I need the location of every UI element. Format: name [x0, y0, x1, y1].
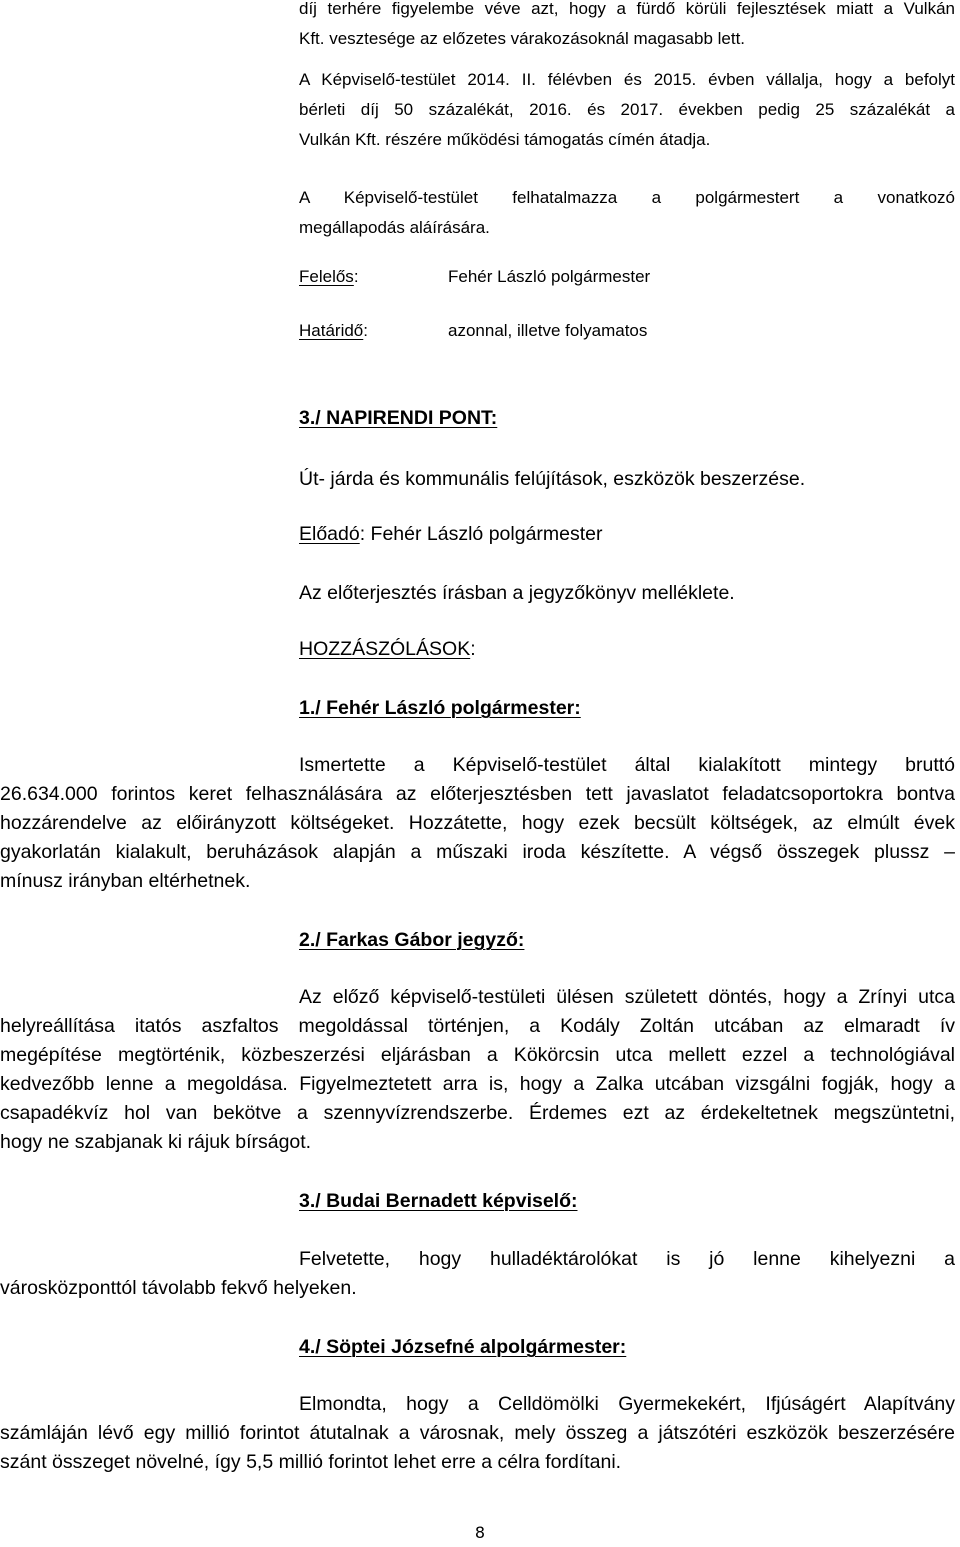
- speaker-4-text: [0, 1390, 955, 1477]
- text-line: mínusz irányban eltérhetnek.: [0, 870, 251, 892]
- speaker-1-heading: 1./ Fehér László polgármester:: [299, 697, 581, 719]
- speaker-3-heading: 3./ Budai Bernadett képviselő:: [299, 1190, 578, 1212]
- page-number: 8: [474, 1523, 486, 1542]
- speaker-1-text: [0, 751, 955, 896]
- responsible-row: [0, 262, 960, 292]
- text-line: gyakorlatán kialakult, beruházások alapján a műszaki iroda készítette. A végső összegek plussz –: [0, 841, 955, 863]
- text-line: hogy ne szabjanak ki rájuk bírságot.: [0, 1131, 312, 1153]
- text-line: A Képviselő-testület felhatalmazza a polgármestert a vonatkozó: [299, 188, 955, 207]
- text-line: kedvezőbb lenne a megoldása. Figyelmeztetett arra is, hogy a Zalka utcában vizsgálni fogják, hogy a: [0, 1073, 955, 1095]
- text-line: csapadékvíz hol van bekötve a szennyvízrendszerbe. Érdemes ezt az érdekeltetnek megszüntetni,: [0, 1102, 955, 1124]
- proposal-note: Az előterjesztés írásban a jegyzőkönyv melléklete.: [299, 582, 735, 604]
- deadline-value: azonnal, illetve folyamatos: [448, 321, 648, 340]
- text-line: Az előző képviselő-testületi ülésen született döntés, hogy a Zrínyi utca: [299, 986, 955, 1008]
- responsible-label: Felelős:: [299, 267, 359, 286]
- text-line: 26.634.000 forintos keret felhasználására az előterjesztésben tett javaslatot feladatcsoportokra bontva: [0, 783, 955, 805]
- presenter-value: : Fehér László polgármester: [359, 523, 603, 545]
- agenda-title: Út- járda és kommunális felújítások, eszközök beszerzése.: [299, 468, 806, 490]
- presenter-label: Előadó: [299, 523, 360, 545]
- text-line: megállapodás aláírására.: [299, 218, 490, 237]
- text-line: szánt összeget növelné, így 5,5 millió forintot lehet erre a célra fordítani.: [0, 1451, 622, 1473]
- text-line: Ismertette a Képviselő-testület által kialakított mintegy bruttó: [299, 754, 955, 776]
- text-line: helyreállítása itatós aszfaltos megoldással történjen, a Kodály Zoltán utcában az elmaradt ív: [0, 1015, 955, 1037]
- deadline-label: Határidő:: [299, 321, 368, 340]
- speaker-2-text: [0, 983, 955, 1157]
- agenda-heading: 3./ NAPIRENDI PONT:: [299, 407, 498, 429]
- speaker-3-text: [0, 1245, 955, 1303]
- responsible-value: Fehér László polgármester: [448, 267, 651, 286]
- text-line: díj terhére figyelembe véve azt, hogy a fürdő körüli fejlesztések miatt a Vulkán: [299, 0, 955, 18]
- text-line: A Képviselő-testület 2014. II. félévben és 2015. évben vállalja, hogy a befolyt: [299, 70, 955, 89]
- text-line: számláján lévő egy millió forintot átutalnak a városnak, mely összeg a játszótéri eszközök beszerzésére: [0, 1422, 955, 1444]
- text-line: Felvetette, hogy hulladéktárolókat is jó lenne kihelyezni a: [299, 1248, 955, 1270]
- intro-paragraph: [299, 0, 955, 54]
- text-line: megépítése megtörténik, közbeszerzési eljárásban a Kökörcsin utca mellett ezzel a technológiával: [0, 1044, 955, 1066]
- text-line: bérleti díj 50 százalékát, 2016. és 2017. években pedig 25 százalékát a: [299, 100, 955, 119]
- budget-paragraph: [299, 65, 955, 155]
- text-line: hozzárendelve az előirányzott költségeket. Hozzátette, hogy ezek becsült költségek, az elmúlt évek: [0, 812, 955, 834]
- authorization-paragraph: [299, 183, 955, 243]
- text-line: Kft. vesztesége az előzetes várakozásoknál magasabb lett.: [299, 29, 746, 48]
- speaker-4-heading: 4./ Söptei Józsefné alpolgármester:: [299, 1336, 627, 1358]
- presenter-line: [299, 520, 603, 549]
- speaker-2-heading: 2./ Farkas Gábor jegyző:: [299, 929, 525, 951]
- text-line: Vulkán Kft. részére működési támogatás címén átadja.: [299, 130, 711, 149]
- text-line: városközponttól távolabb fekvő helyeken.: [0, 1277, 357, 1299]
- deadline-row: [0, 316, 960, 346]
- comments-heading: HOZZÁSZÓLÁSOK:: [299, 638, 476, 660]
- text-line: Elmondta, hogy a Celldömölki Gyermekekért, Ifjúságért Alapítvány: [299, 1393, 955, 1415]
